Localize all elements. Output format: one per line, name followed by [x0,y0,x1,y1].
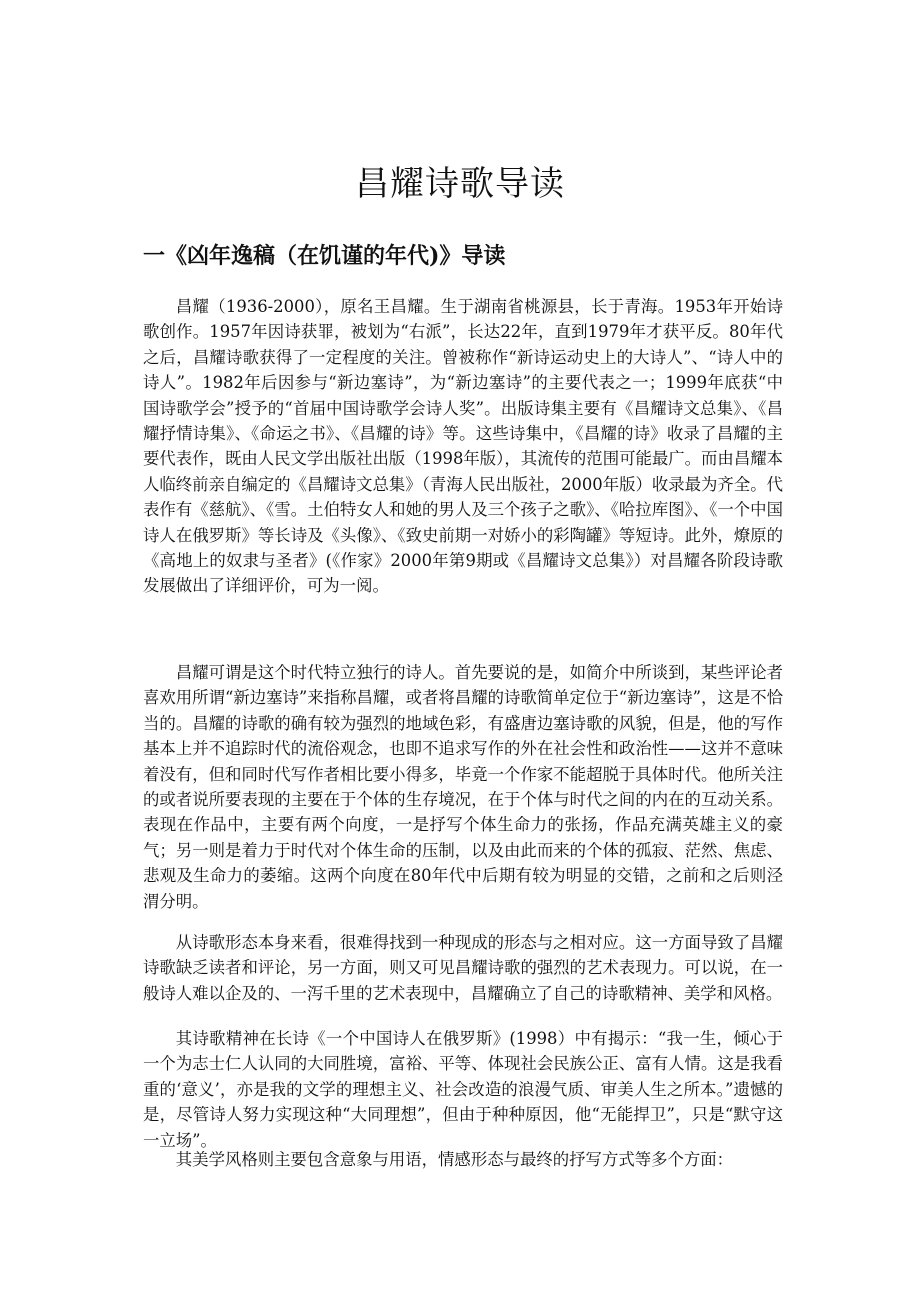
section-heading: 一《凶年逸稿（在饥谨的年代)》导读 [143,243,506,269]
paragraph-poet-positioning: 昌耀可谓是这个时代特立独行的诗人。首先要说的是，如简介中所谈到，某些评论者喜欢用所谓“新边塞诗”来指称昌耀，或者将昌耀的诗歌简单定位于“新边塞诗”，这是不恰当的。昌耀的诗歌的确有较为强烈的地域色彩，有盛唐边塞诗歌的风貌，但是，他的写作基本上并不追踪时代的流俗观念，也即不追求写作的外在社会性和政治性——这并不意味着没有，但和同时代写作者相比要小得多，毕竟一个作家不能超脱于具体时代。他所关注的或者说所要表现的主要在于个体的生存境况，在于个体与时代之间的内在的互动关系。表现在作品中，主要有两个向度，一是抒写个体生命力的张扬，作品充满英雄主义的豪气；另一则是着力于时代对个体生命的压制，以及由此而来的个体的孤寂、茫然、焦虑、悲观及生命力的萎缩。这两个向度在80年代中后期有较为明显的交错，之前和之后则泾渭分明。 [143,663,783,911]
paragraph-poetic-form: 从诗歌形态本身来看，很难得找到一种现成的形态与之相对应。这一方面导致了昌耀诗歌缺乏读者和评论，另一方面，则又可见昌耀诗歌的强烈的艺术表现力。可以说，在一般诗人难以企及的、一泻千里的艺术表现中，昌耀确立了自己的诗歌精神、美学和风格。 [143,933,783,1003]
document-title: 昌耀诗歌导读 [355,164,565,204]
paragraph-poetic-spirit: 其诗歌精神在长诗《一个中国诗人在俄罗斯》(1998）中有揭示：“我一生，倾心于一个为志士仁人认同的大同胜境，富裕、平等、体现社会民族公正、富有人情。这是我看重的‘意义’，亦是我的文学的理想主义、社会改造的浪漫气质、审美人生之所本。”遗憾的是，尽管诗人努力实现这种“大同理想”，但由于种种原因，他“无能捍卫”，只是“默守这一立场”。 [143,1029,783,1150]
paragraph-aesthetic-style: 其美学风格则主要包含意象与用语，情感形态与最终的抒写方式等多个方面： [175,1150,734,1169]
paragraph-author-bio: 昌耀（1936-2000），原名王昌耀。生于湖南省桃源县，长于青海。1953年开始诗歌创作。1957年因诗获罪，被划为“右派”，长达22年，直到1979年才获平反。80年代之后，昌耀诗歌获得了一定程度的关注。曾被称作“新诗运动史上的大诗人”、“诗人中的诗人”。1982年后因参与“新边塞诗”，为“新边塞诗”的主要代表之一；1999年底获“中国诗歌学会”授予的“首届中国诗歌学会诗人奖”。出版诗集主要有《昌耀诗文总集》、《昌耀抒情诗集》、《命运之书》、《昌耀的诗》等。这些诗集中，《昌耀的诗》收录了昌耀的主要代表作，既由人民文学出版社出版（1998年版），其流传的范围可能最广。而由昌耀本人临终前亲自编定的《昌耀诗文总集》（青海人民出版社，2000年版）收录最为齐全。代表作有《慈航》、《雪。土伯特女人和她的男人及三个孩子之歌》、《哈拉库图》、《一个中国诗人在俄罗斯》等长诗及《头像》、《致史前期一对娇小的彩陶罐》等短诗。此外，燎原的《高地上的奴隶与圣者》(《作家》2000年第9期或《昌耀诗文总集》）对昌耀各阶段诗歌发展做出了详细评价，可为一阅。 [143,297,783,596]
